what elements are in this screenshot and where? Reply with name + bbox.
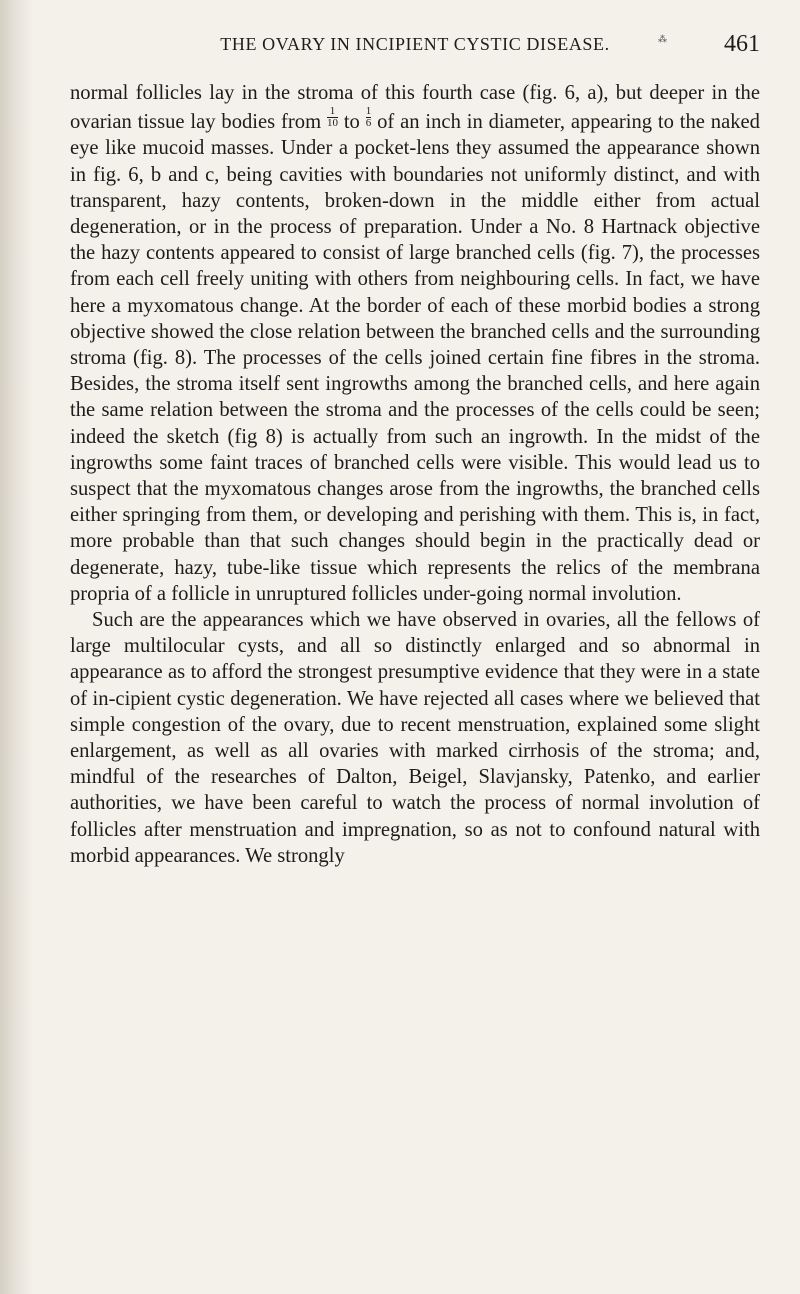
paragraph-2: Such are the appearances which we have observed in ovaries, all the fellows of large multilocular cysts, and all so distinctly enlarged and so abnormal in appearance as to afford the strongest presumptive evidence that they were in a state of in-cipient cystic degeneration. We have rejected all cases where we believed that simple congestion of the ovary, due to recent menstruation, explained some slight enlargement, as well as all ovaries with marked cirrhosis of the stroma; and, mindful of the researches of Dalton, Beigel, Slavjansky, Patenko, and earlier authorities, we have been careful to watch the process of normal involution of follicles after menstruation and impregnation, so as not to confound natural with morbid appearances. We strongly [70, 609, 760, 867]
paragraph-1-segment-1: normal follicles lay in the stroma of this fourth case (fig. 6, a), but deeper in the ovarian tissue lay bodies from [70, 82, 760, 134]
page-edge-shadow [0, 0, 34, 1294]
fraction-denominator: 6 [365, 117, 372, 130]
paragraph-1 [70, 80, 760, 607]
paragraph-1-segment-2: to [337, 111, 366, 134]
fraction-numerator: 1 [365, 105, 372, 118]
fraction-denominator: 10 [326, 117, 338, 130]
page-number: 461 [724, 31, 760, 57]
fraction-one-tenth [327, 106, 338, 129]
body-text [70, 80, 760, 869]
page-header [70, 31, 760, 64]
paragraph-1-segment-3: of an inch in diameter, appearing to the naked eye like mucoid masses. Under a pocket-lens they assumed the appearance shown in fig. 6, b and c, being cavities with boundaries not uniformly distinct, and with transparent, hazy contents, broken-down in the middle either from actual degeneration, or in the process of preparation. Under a No. 8 Hartnack objective the hazy contents appeared to consist of large branched cells (fig. 7), the processes from each cell freely uniting with others from neighbouring cells. In fact, we have here a myxomatous change. At the border of each of these morbid bodies a strong objective showed the close relation between the branched cells and the surrounding stroma (fig. 8). The processes of the cells joined certain fine fibres in the stroma. Besides, the stroma itself sent ingrowths among the branched cells, and here again the same relation between the stroma and the processes of the cells could be seen; indeed the sketch (fig 8) is actually from such an ingrowth. In the midst of the ingrowths some faint traces of branched cells were visible. This would lead us to suspect that the myxomatous changes arose from the ingrowths, the branched cells either springing from them, or developing and perishing with them. This is, in fact, more probable than that such changes should begin in the practically dead or degenerate, hazy, tube-like tissue which represents the relics of the membrana propria of a follicle in unruptured follicles under-going normal involution. [70, 111, 760, 605]
fraction-numerator: 1 [329, 105, 336, 118]
printer-mark: ⁂ [658, 34, 667, 44]
running-head: THE OVARY IN INCIPIENT CYSTIC DISEASE. [220, 34, 610, 54]
